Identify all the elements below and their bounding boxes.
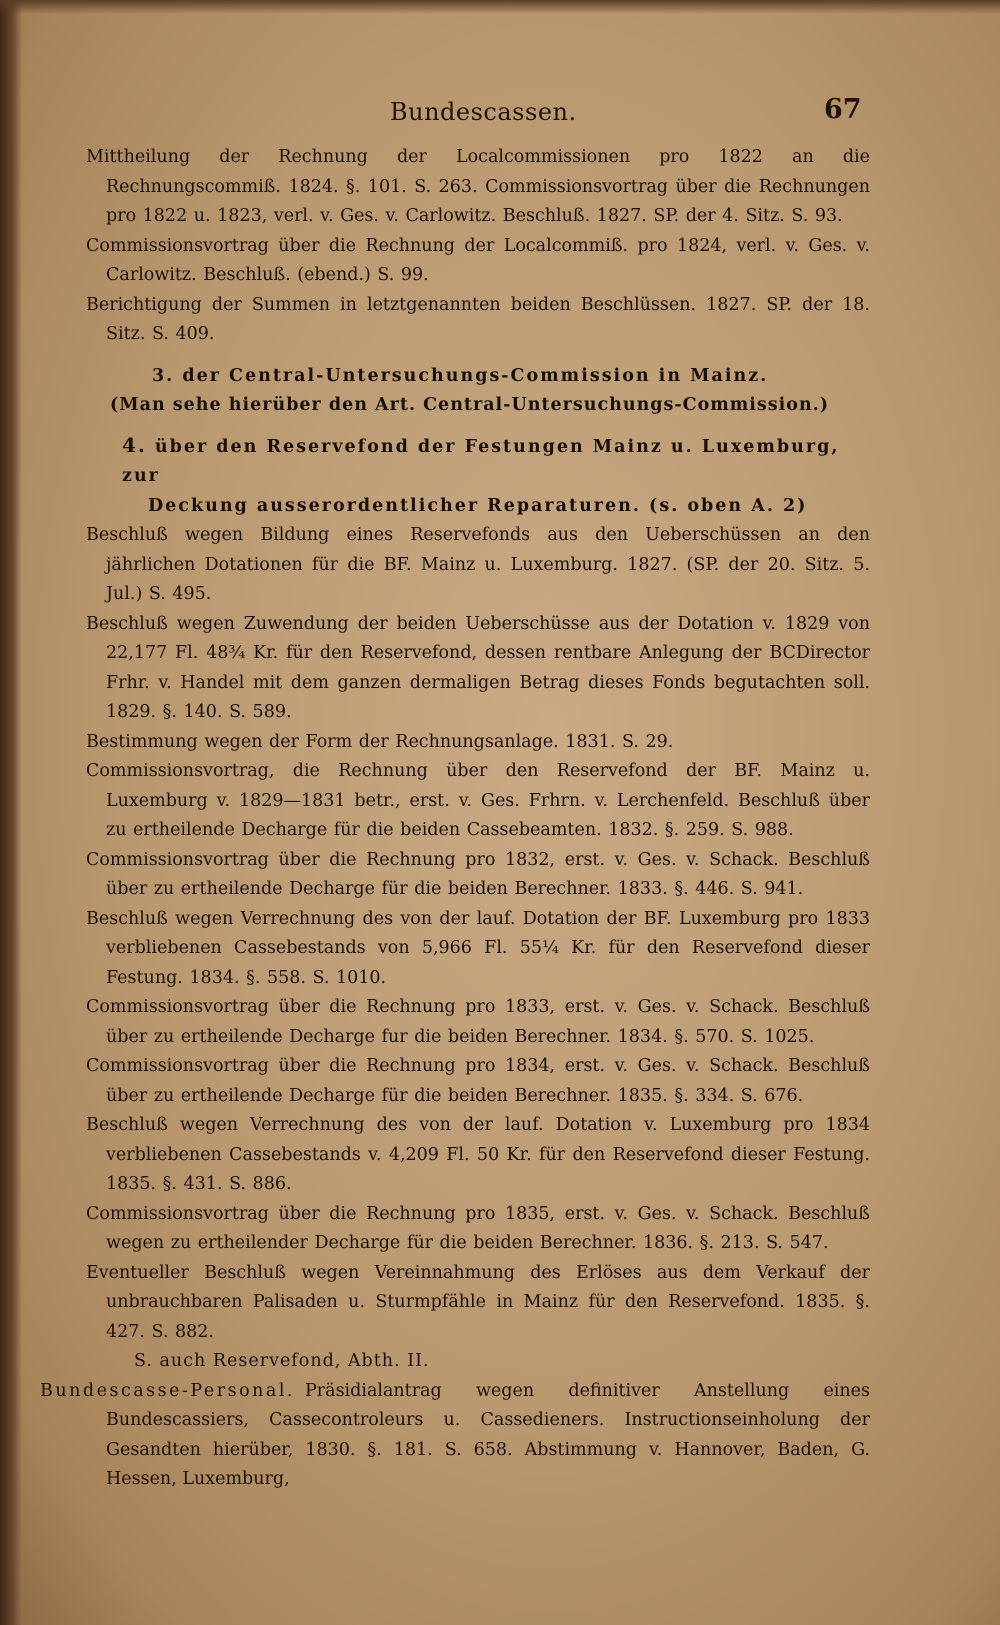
entry-paragraph: Commissionsvortrag über die Rechnung der Localcommiß. pro 1824, verl. v. Ges. v. Carlowitz. Beschluß. (ebend.) S. 99. — [86, 235, 870, 285]
section-4-heading-line1: über den Reservefond der Festungen Mainz u. Luxemburg, zur — [122, 436, 840, 486]
page-top-shadow — [0, 0, 1000, 14]
page-gutter-shadow — [0, 0, 22, 1625]
entry-paragraph: Beschluß wegen Bildung eines Reservefonds aus den Ueberschüssen an den jährlichen Dotationen für die BF. Mainz u. Luxemburg. 1827. (SP. der 20. Sitz. 5. Jul.) S. 495. — [86, 525, 870, 604]
section-4-heading-line2: Deckung ausserordentlicher Reparaturen. (s. oben A. 2) — [148, 495, 808, 516]
entry-paragraph: Mittheilung der Rechnung der Localcommissionen pro 1822 an die Rechnungscommiß. 1824. §. 101. S. 263. Commissionsvortrag über die Rechnungen pro 1822 u. 1823, verl. v. Ges. v. Carlowitz. Beschluß. 1827. SP. der 4. Sitz. S. 93. — [86, 147, 870, 226]
bundescasse-entry — [40, 1377, 870, 1495]
entry-paragraph: Commissionsvortrag über die Rechnung pro 1835, erst. v. Ges. v. Schack. Beschluß wegen zu ertheilender Decharge für die beiden Berechner. 1836. §. 213. S. 547. — [86, 1203, 870, 1253]
entry-paragraph: Beschluß wegen Verrechnung des von der lauf. Dotation der BF. Luxemburg pro 1833 verbliebenen Cassebestands von 5,966 Fl. 55¼ Kr. für den Reservefond dieser Festung. 1834. §. 558. S. 1010. — [86, 908, 870, 988]
entry-paragraph: Bestimmung wegen der Form der Rechnungsanlage. 1831. S. 29. — [86, 731, 674, 752]
section-4-heading — [40, 431, 870, 522]
entry-paragraph: Beschluß wegen Verrechnung des von der lauf. Dotation v. Luxemburg pro 1834 verbliebenen Cassebestands v. 4,209 Fl. 50 Kr. für den Reservefond dieser Festung. 1835. §. 431. S. 886. — [86, 1115, 870, 1194]
bundescasse-text: Präsidialantrag wegen definitiver Anstellung eines Bundescassiers, Cassecontroleurs u. Cassedieners. Instructionseinholung der Gesandten hierüber, 1830. §. 181. S. 658. Abstimmung v. Hannover, Baden, G. Hessen, Luxemburg, — [106, 1380, 870, 1489]
entry-paragraph: Commissionsvortrag, die Rechnung über den Reservefond der BF. Mainz u. Luxemburg v. 1829—1831 betr., erst. v. Ges. Frhrn. v. Lerchenfeld. Beschluß über zu ertheilende Decharge für die beiden Cassebeamten. 1832. §. 259. S. 988. — [86, 761, 870, 840]
entry-paragraph: Berichtigung der Summen in letztgenannten beiden Beschlüssen. 1827. SP. der 18. Sitz. S. 409. — [86, 294, 870, 344]
bundescasse-lemma: Bundescasse-Personal. — [40, 1380, 295, 1401]
page-body — [40, 143, 870, 1495]
entry-paragraph: Beschluß wegen Zuwendung der beiden Ueberschüsse aus der Dotation v. 1829 von 22,177 Fl. 48¾ Kr. für den Reservefond, dessen rentbare Anlegung der BCDirector Frhr. v. Handel mit dem ganzen dermaligen Betrag dieses Fonds begutachten soll. 1829. §. 140. S. 589. — [86, 613, 870, 722]
entry-paragraph: Eventueller Beschluß wegen Vereinnahmung des Erlöses aus dem Verkauf der unbrauchbaren Palisaden u. Sturmpfähle in Mainz für den Reservefond. 1835. §. 427. S. 882. — [86, 1262, 870, 1342]
section-3-note: (Man sehe hierüber den Art. Central-Untersuchungs-Commission.) — [110, 395, 830, 415]
section-3-heading: 3. der Central-Untersuchungs-Commission in Mainz. — [152, 365, 769, 386]
running-title: Bundescassen. — [390, 98, 577, 126]
entry-paragraph: Commissionsvortrag über die Rechnung pro 1832, erst. v. Ges. v. Schack. Beschluß über zu ertheilende Decharge für die beiden Berechner. 1833. §. 446. S. 941. — [86, 849, 870, 899]
section-4-number: 4. — [122, 432, 147, 457]
entry-paragraph: Commissionsvortrag über die Rechnung pro 1834, erst. v. Ges. v. Schack. Beschluß über zu ertheilende Decharge für die beiden Berechner. 1835. §. 334. S. 676. — [86, 1056, 870, 1106]
page-number: 67 — [824, 94, 862, 125]
page-header — [0, 92, 1000, 132]
see-also-reference: S. auch Reservefond, Abth. II. — [134, 1351, 430, 1371]
entry-paragraph: Commissionsvortrag über die Rechnung pro 1833, erst. v. Ges. v. Schack. Beschluß über zu ertheilende Decharge fur die beiden Berechner. 1834. §. 570. S. 1025. — [86, 997, 870, 1047]
